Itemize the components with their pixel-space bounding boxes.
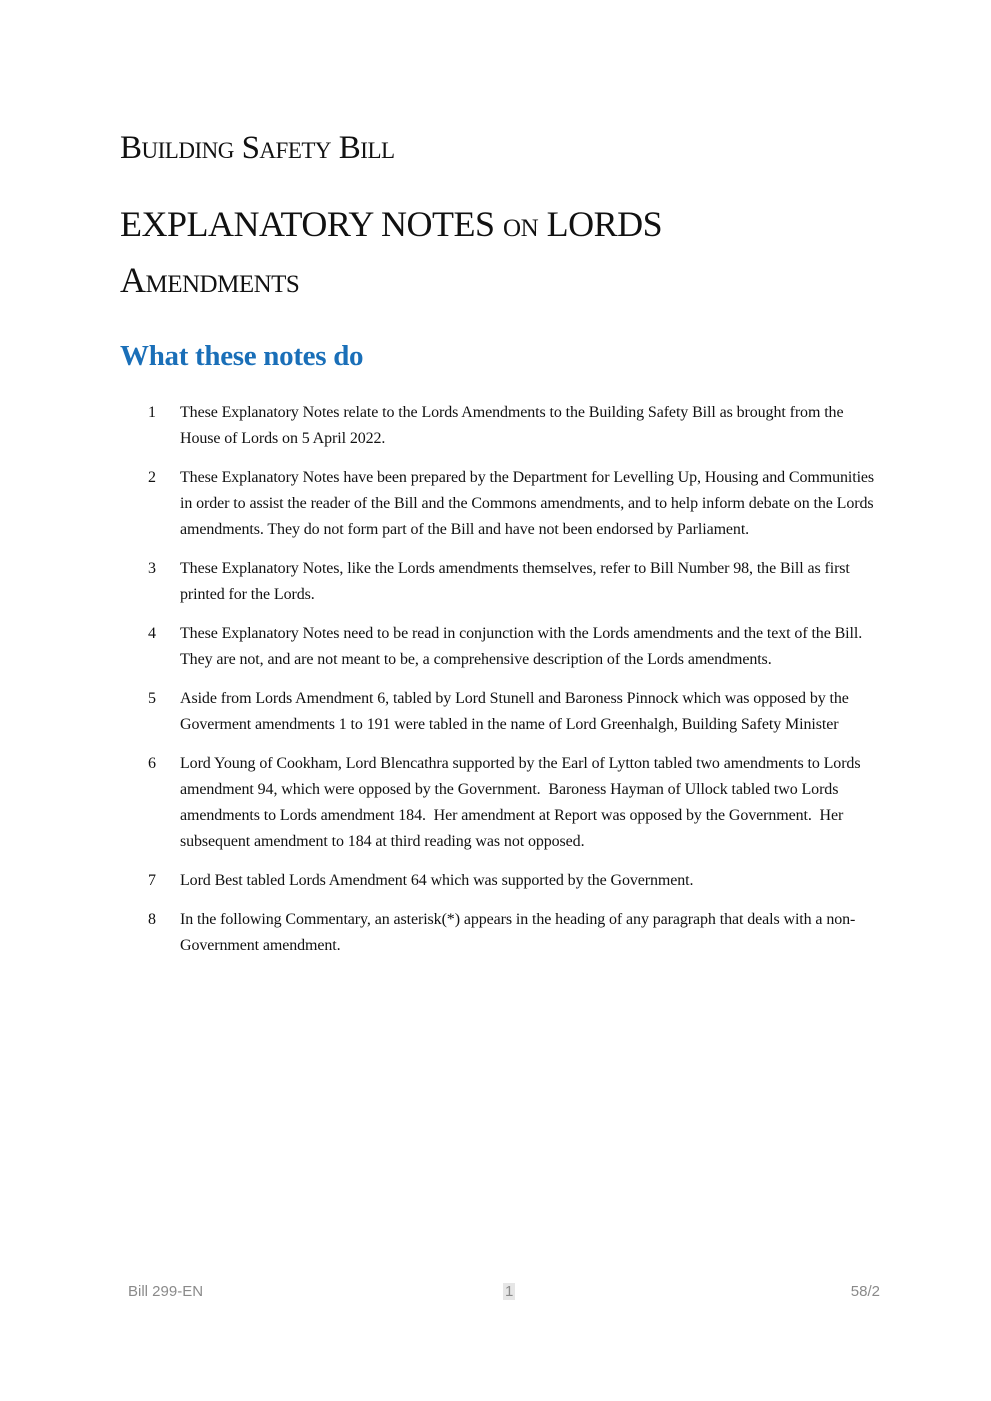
note-text: These Explanatory Notes relate to the Lords Amendments to the Building Safety Bill as brought from the House of Lords on 5 April 2022. <box>180 404 848 447</box>
note-number: 5 <box>148 690 156 707</box>
note-text: These Explanatory Notes, like the Lords amendments themselves, refer to Bill Number 98, the Bill as first printed for the Lords. <box>180 560 854 603</box>
page-number: 1 <box>505 1283 514 1300</box>
note-number: 8 <box>148 911 156 928</box>
note-number: 2 <box>148 469 156 486</box>
note-text: Aside from Lords Amendment 6, tabled by Lord Stunell and Baroness Pinnock which was opposed by the Goverment amendments 1 to 191 were tabled in the name of Lord Greenhalgh, Building Safety Minister <box>180 690 853 733</box>
bill-reference: Bill 299-EN <box>128 1283 204 1300</box>
subtitle-part-1: EXPLANATORY NOTES <box>120 204 495 244</box>
note-number: 7 <box>148 872 156 889</box>
note-text: Lord Best tabled Lords Amendment 64 which was supported by the Government. <box>180 872 694 889</box>
note-number: 4 <box>148 625 156 642</box>
note-item <box>140 751 880 855</box>
notes-list <box>140 400 880 972</box>
note-item <box>140 400 880 452</box>
note-text: These Explanatory Notes need to be read in conjunction with the Lords amendments and the text of the Bill. They are not, and are not meant to be, a comprehensive description of the Lords amendments. <box>180 625 866 668</box>
subtitle-part-3: LORDS <box>546 204 663 244</box>
subtitle-part-2: on <box>503 204 539 244</box>
note-number: 3 <box>148 560 156 577</box>
note-text: In the following Commentary, an asterisk(*) appears in the heading of any paragraph that deals with a non-Government amendment. <box>180 911 856 954</box>
section-heading: What these notes do <box>120 340 364 372</box>
bill-title: Building Safety Bill <box>120 130 395 166</box>
note-item <box>140 868 880 894</box>
note-item <box>140 556 880 608</box>
note-text: Lord Young of Cookham, Lord Blencathra supported by the Earl of Lytton tabled two amendments to Lords amendment 94, which were opposed by the Government. Baroness Hayman of Ullock tabled two Lords amendments to Lords amendment 184. Her amendment at Report was opposed by the Government. Her subsequent amendment to 184 at third reading was not opposed. <box>180 755 865 850</box>
subtitle-part-4: Amendments <box>120 260 300 300</box>
note-number: 6 <box>148 755 156 772</box>
note-item <box>140 907 880 959</box>
note-number: 1 <box>148 404 156 421</box>
note-item <box>140 686 880 738</box>
document-code: 58/2 <box>850 1283 880 1300</box>
note-text: These Explanatory Notes have been prepared by the Department for Levelling Up, Housing and Communities in order to assist the reader of the Bill and the Commons amendments, and to help inform debate on the Lords amendments. They do not form part of the Bill and have not been endorsed by Parliament. <box>180 469 878 538</box>
note-item <box>140 465 880 543</box>
page-footer <box>128 1283 880 1307</box>
note-item <box>140 621 880 673</box>
document-subtitle <box>120 196 820 308</box>
